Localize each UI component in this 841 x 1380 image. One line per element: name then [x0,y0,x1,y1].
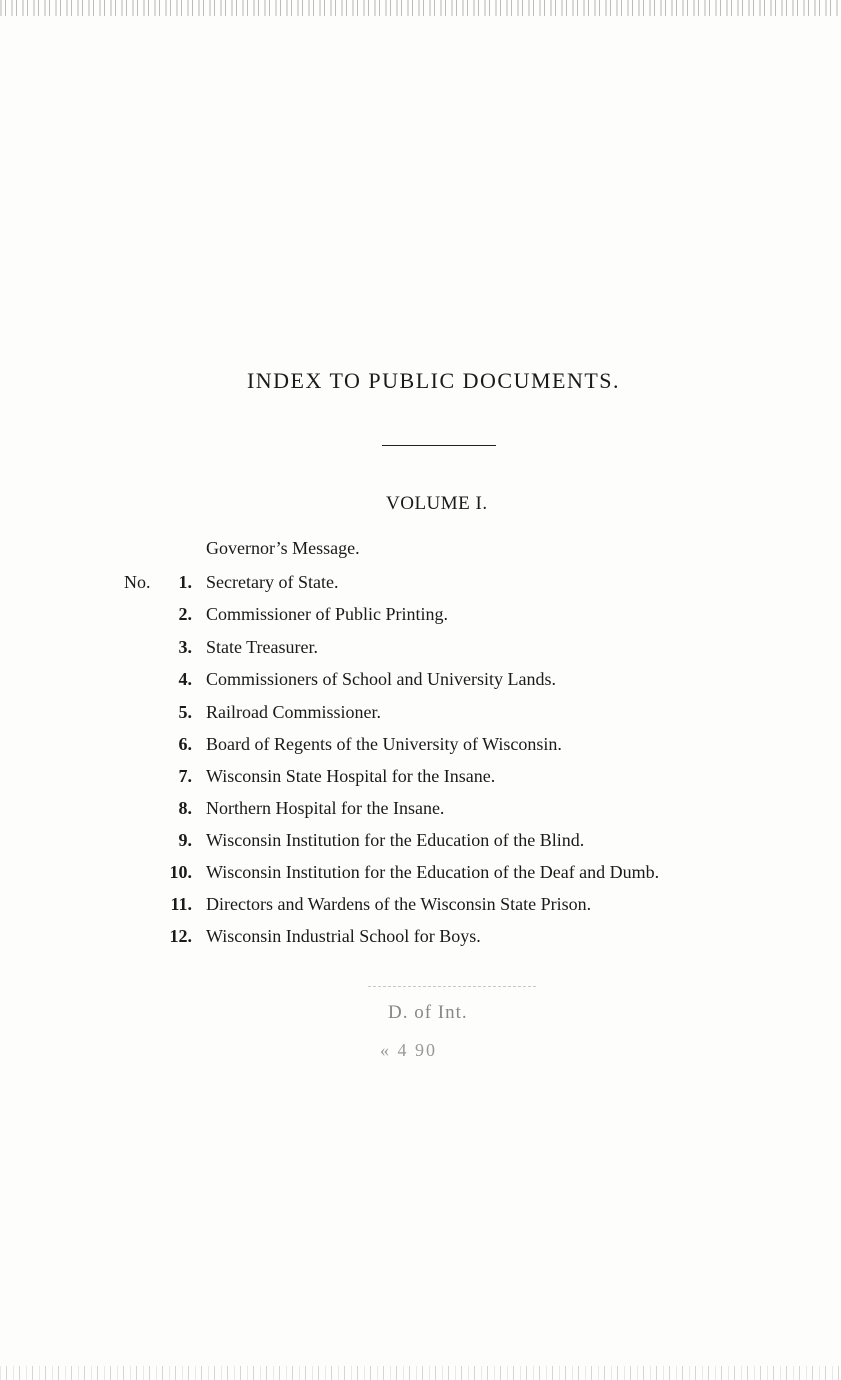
entry-text: Railroad Commissioner. [206,702,381,722]
entry-text: State Treasurer. [206,637,318,657]
entry-text: Wisconsin Industrial School for Boys. [206,926,481,946]
stamp-divider [368,986,536,987]
entry-text: Commissioners of School and University Lands. [206,669,556,689]
entry-text: Northern Hospital for the Insane. [206,798,445,818]
entry-number: 5. [178,702,192,722]
entry-number: 2. [178,604,192,624]
scan-edge-top [0,0,841,16]
entry-number: 3. [178,637,192,657]
entry-text: Wisconsin Institution for the Education of the Blind. [206,830,585,850]
entry-number: 8. [178,798,192,818]
page-title: INDEX TO PUBLIC DOCUMENTS. [246,368,621,393]
entry-number: 4. [178,669,192,689]
library-stamp: D. of Int. [388,1002,468,1023]
title-rule [382,445,496,446]
entry-number: 10. [169,862,192,882]
volume-heading: VOLUME I. [386,493,488,514]
entry-text: Commissioner of Public Printing. [206,604,449,624]
entry-text: Secretary of State. [206,572,339,592]
entry-number: 7. [178,766,192,786]
entry-text: Directors and Wardens of the Wisconsin State Prison. [206,894,592,914]
library-stamp-date: « 4 90 [380,1040,437,1060]
entry-prefix: No. [124,572,151,592]
entry-number: 6. [178,734,192,754]
entry-text: Wisconsin State Hospital for the Insane. [206,766,496,786]
entry-text: Governor’s Message. [206,538,360,558]
entry-number: 1. [178,572,192,592]
entry-text: Board of Regents of the University of Wisconsin. [206,734,562,754]
entry-number: 11. [170,894,192,914]
entry-number: 12. [169,926,192,946]
entry-number: 9. [178,830,192,850]
scan-edge-bottom [0,1366,841,1380]
entry-text: Wisconsin Institution for the Education of the Deaf and Dumb. [206,862,660,882]
